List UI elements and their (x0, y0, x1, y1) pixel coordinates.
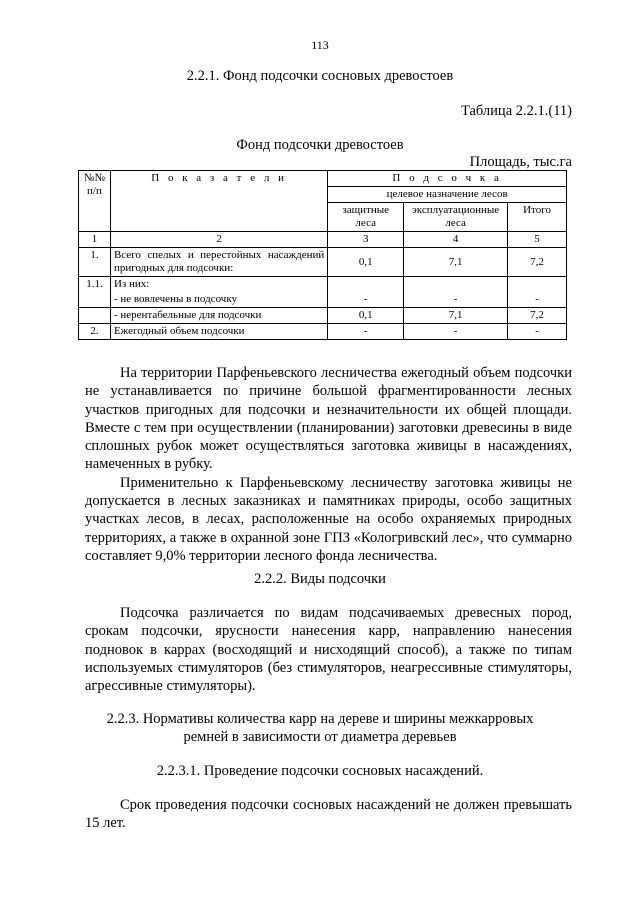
row-total: - (508, 292, 567, 308)
table-title: Фонд подсочки древостоев (236, 137, 404, 153)
row-exploitation: 7,1 (404, 248, 508, 277)
section-title-2-2-3-line1: 2.2.3. Нормативы количества карр на дереве и ширины межкарровых (106, 711, 534, 727)
row-exploitation (404, 277, 508, 293)
section-title-2-2-3-line2: ремней в зависимости от диаметра деревьев (183, 729, 457, 745)
body-text-block-2 (85, 604, 572, 695)
header-protective: защитные леса (328, 203, 404, 232)
page-number: 113 (311, 38, 329, 52)
row-label: Ежегодный объем подсочки (110, 324, 327, 340)
table-unit: Площадь, тыс.га (469, 154, 572, 170)
header-num: №№ п/п (79, 171, 111, 232)
table-header-row (79, 171, 567, 187)
section-title-2-2-1: 2.2.1. Фонд подсочки сосновых древостоев (186, 68, 454, 84)
table-row (79, 292, 567, 308)
table-row (79, 324, 567, 340)
paragraph: На территории Парфеньевского лесничества ежегодный объем подсочки не устанавливается по причине большой фрагментированности лесных участков пригодных для подсочки и незначительности их общей площади. Вместе с тем при осуществлении (планировании) заготовки древесины в виде сплошных рубок может осуществляться заготовка живицы в насаждениях, намеченных в рубку. (85, 365, 572, 473)
row-total: - (508, 324, 567, 340)
row-num: 1.1. (79, 277, 111, 293)
row-num (79, 292, 111, 308)
body-text-block-3 (85, 796, 572, 833)
row-protective: - (328, 324, 404, 340)
paragraph: Срок проведения подсочки сосновых насаждений не должен превышать 15 лет. (85, 797, 572, 832)
section-title-2-2-2: 2.2.2. Виды подсочки (254, 571, 386, 587)
header-indicators: П о к а з а т е л и (110, 171, 327, 232)
row-num (79, 308, 111, 324)
row-exploitation: - (404, 292, 508, 308)
row-num: 1. (79, 248, 111, 277)
table-row (79, 277, 567, 293)
table-index-row (79, 232, 567, 248)
header-group: П о д с о ч к а (328, 171, 567, 187)
paragraph: Подсочка различается по видам подсачиваемых древесных пород, срокам подсочки, ярусности нанесения карр, направлению нанесения подновок в каррах (восходящий и нисходящий способ), а также по типам используемых стимуляторов (без стимуляторов, неагрессивные стимуляторы, агрессивные стимуляторы). (85, 605, 572, 695)
row-label: Всего спелых и перестойных насаждений пригодных для подсочки: (110, 248, 327, 277)
row-total (508, 277, 567, 293)
table-row (79, 308, 567, 324)
body-text-block-1 (85, 364, 572, 565)
index-cell: 3 (328, 232, 404, 248)
row-label: Из них: (110, 277, 327, 293)
row-num: 2. (79, 324, 111, 340)
header-subgroup: целевое назначение лесов (328, 187, 567, 203)
row-total: 7,2 (508, 308, 567, 324)
row-protective (328, 277, 404, 293)
header-total: Итого (508, 203, 567, 232)
row-exploitation: 7,1 (404, 308, 508, 324)
row-protective: - (328, 292, 404, 308)
row-protective: 0,1 (328, 308, 404, 324)
fund-table (78, 170, 567, 340)
row-label: - не вовлечены в подсочку (110, 292, 327, 308)
section-title-2-2-3-1: 2.2.3.1. Проведение подсочки сосновых насаждений. (156, 763, 484, 779)
row-label: - нерентабельные для подсочки (110, 308, 327, 324)
index-cell: 5 (508, 232, 567, 248)
index-cell: 1 (79, 232, 111, 248)
row-exploitation: - (404, 324, 508, 340)
table-row (79, 248, 567, 277)
header-exploitation: эксплуатационные леса (404, 203, 508, 232)
index-cell: 4 (404, 232, 508, 248)
row-total: 7,2 (508, 248, 567, 277)
index-cell: 2 (110, 232, 327, 248)
table-number: Таблица 2.2.1.(11) (460, 103, 572, 119)
row-protective: 0,1 (328, 248, 404, 277)
paragraph: Применительно к Парфеньевскому лесничеству заготовка живицы не допускается в лесных заказниках и памятниках природы, особо защитных участках лесов, в лесах, расположенные на особо охраняемых природных территориях, а также в охранной зоне ГПЗ «Кологривский лес», что суммарно составляет 9,0% территории лесного фонда лесничества. (85, 474, 572, 564)
